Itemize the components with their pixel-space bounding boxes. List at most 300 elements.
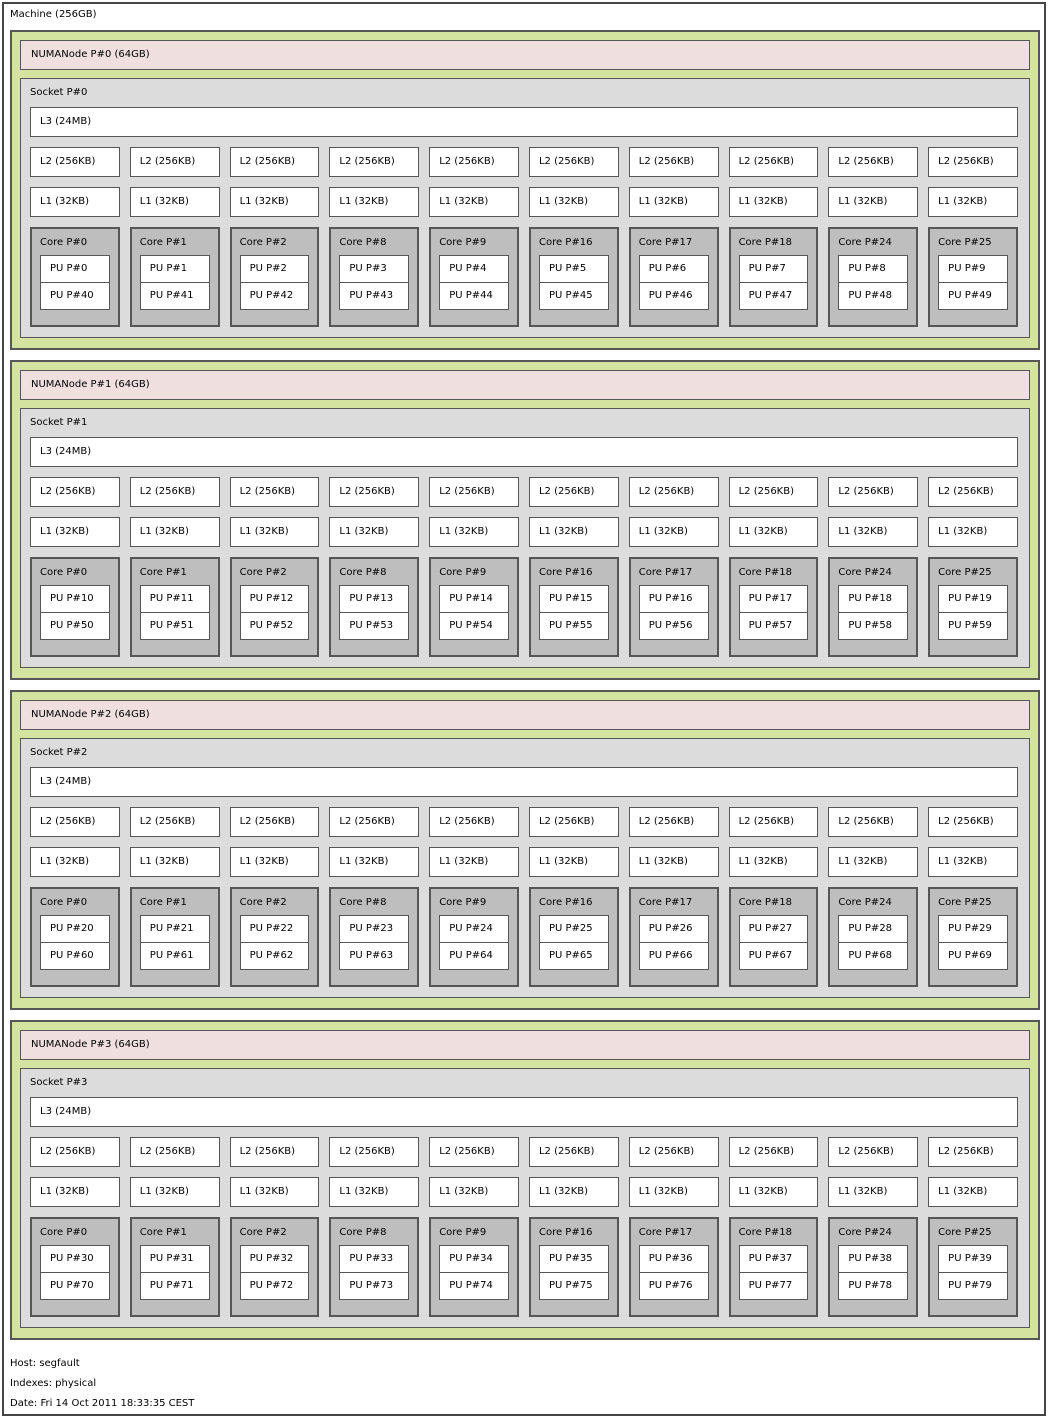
pu-box: PU P#69 [938, 942, 1008, 970]
pu-stack [40, 255, 110, 310]
core-label: Core P#25 [938, 237, 992, 248]
pu-box: PU P#28 [838, 915, 908, 943]
core-box [429, 227, 519, 327]
l2-cache-box: L2 (256KB) [30, 807, 120, 837]
numanode-box [10, 1020, 1040, 1340]
core-box [529, 227, 619, 327]
core-box [828, 557, 918, 657]
pu-box: PU P#34 [439, 1245, 509, 1273]
l1-cache-box: L1 (32KB) [329, 1177, 419, 1207]
core-label: Core P#0 [40, 567, 88, 578]
core-label: Core P#16 [538, 567, 593, 578]
pu-box: PU P#76 [639, 1272, 709, 1300]
l1-cache-row [30, 1177, 1018, 1207]
pu-stack [140, 585, 210, 640]
core-box [30, 887, 120, 987]
pu-stack [140, 1245, 210, 1300]
pu-box: PU P#24 [439, 915, 509, 943]
pu-stack [539, 255, 609, 310]
l2-cache-box: L2 (256KB) [230, 1137, 320, 1167]
pu-box: PU P#78 [838, 1272, 908, 1300]
core-box [329, 557, 419, 657]
l1-cache-box: L1 (32KB) [230, 847, 320, 877]
l1-cache-box: L1 (32KB) [729, 1177, 819, 1207]
l1-cache-box: L1 (32KB) [729, 187, 819, 217]
pu-box: PU P#58 [838, 612, 908, 640]
core-label: Core P#17 [638, 897, 693, 908]
l1-cache-box: L1 (32KB) [828, 847, 918, 877]
pu-stack [639, 255, 709, 310]
pu-box: PU P#72 [240, 1272, 310, 1300]
pu-box: PU P#14 [439, 585, 509, 613]
core-box [928, 887, 1018, 987]
pu-box: PU P#38 [838, 1245, 908, 1273]
socket-label: Socket P#3 [30, 1077, 88, 1088]
core-row [30, 557, 1018, 657]
pu-stack [539, 915, 609, 970]
core-label: Core P#9 [439, 567, 487, 578]
pu-box: PU P#16 [639, 585, 709, 613]
pu-box: PU P#11 [140, 585, 210, 613]
l2-cache-box: L2 (256KB) [429, 147, 519, 177]
pu-stack [739, 1245, 809, 1300]
core-box [30, 557, 120, 657]
l3-cache-box: L3 (24MB) [30, 1097, 1018, 1127]
core-label: Core P#0 [40, 237, 88, 248]
pu-box: PU P#32 [240, 1245, 310, 1273]
pu-box: PU P#2 [240, 255, 310, 283]
pu-box: PU P#67 [739, 942, 809, 970]
l2-cache-box: L2 (256KB) [529, 477, 619, 507]
core-label: Core P#16 [538, 1227, 593, 1238]
core-box [629, 227, 719, 327]
pu-box: PU P#60 [40, 942, 110, 970]
core-box [729, 1217, 819, 1317]
l2-cache-box: L2 (256KB) [329, 1137, 419, 1167]
l3-cache-box: L3 (24MB) [30, 767, 1018, 797]
l1-cache-box: L1 (32KB) [130, 847, 220, 877]
l2-cache-box: L2 (256KB) [629, 147, 719, 177]
core-box [230, 1217, 320, 1317]
pu-box: PU P#25 [539, 915, 609, 943]
pu-box: PU P#21 [140, 915, 210, 943]
pu-box: PU P#62 [240, 942, 310, 970]
l1-cache-box: L1 (32KB) [230, 187, 320, 217]
l2-cache-box: L2 (256KB) [130, 477, 220, 507]
l1-cache-box: L1 (32KB) [30, 517, 120, 547]
pu-box: PU P#66 [639, 942, 709, 970]
l2-cache-box: L2 (256KB) [230, 477, 320, 507]
l1-cache-row [30, 517, 1018, 547]
core-box [329, 227, 419, 327]
pu-box: PU P#52 [240, 612, 310, 640]
core-label: Core P#0 [40, 1227, 88, 1238]
socket-box [20, 408, 1030, 668]
pu-box: PU P#54 [439, 612, 509, 640]
pu-box: PU P#19 [938, 585, 1008, 613]
l2-cache-box: L2 (256KB) [130, 147, 220, 177]
footer-host: Host: segfault [10, 1358, 80, 1369]
core-label: Core P#18 [738, 567, 793, 578]
pu-box: PU P#45 [539, 282, 609, 310]
l2-cache-box: L2 (256KB) [828, 807, 918, 837]
core-label: Core P#1 [139, 237, 187, 248]
pu-stack [240, 585, 310, 640]
core-box [230, 557, 320, 657]
core-label: Core P#8 [339, 567, 387, 578]
pu-stack [938, 915, 1008, 970]
pu-box: PU P#23 [339, 915, 409, 943]
core-label: Core P#25 [938, 567, 992, 578]
numanode-box [10, 360, 1040, 680]
l1-cache-box: L1 (32KB) [928, 517, 1018, 547]
socket-box [20, 78, 1030, 338]
core-box [130, 557, 220, 657]
core-label: Core P#2 [239, 1227, 287, 1238]
pu-stack [938, 585, 1008, 640]
core-box [130, 227, 220, 327]
pu-box: PU P#6 [639, 255, 709, 283]
pu-box: PU P#18 [838, 585, 908, 613]
l2-cache-box: L2 (256KB) [529, 147, 619, 177]
l2-cache-box: L2 (256KB) [130, 807, 220, 837]
l1-cache-box: L1 (32KB) [928, 847, 1018, 877]
core-label: Core P#24 [838, 1227, 892, 1238]
pu-stack [838, 585, 908, 640]
core-label: Core P#18 [738, 237, 793, 248]
pu-stack [838, 915, 908, 970]
machine-box [2, 2, 1046, 1416]
pu-box: PU P#22 [240, 915, 310, 943]
l1-cache-box: L1 (32KB) [529, 517, 619, 547]
pu-box: PU P#35 [539, 1245, 609, 1273]
core-label: Core P#9 [439, 1227, 487, 1238]
pu-stack [240, 915, 310, 970]
l1-cache-box: L1 (32KB) [230, 517, 320, 547]
pu-stack [339, 585, 409, 640]
pu-box: PU P#53 [339, 612, 409, 640]
pu-stack [40, 915, 110, 970]
pu-stack [639, 585, 709, 640]
pu-box: PU P#5 [539, 255, 609, 283]
core-box [928, 227, 1018, 327]
core-label: Core P#25 [938, 897, 992, 908]
pu-box: PU P#74 [439, 1272, 509, 1300]
pu-box: PU P#37 [739, 1245, 809, 1273]
pu-box: PU P#40 [40, 282, 110, 310]
core-box [329, 1217, 419, 1317]
core-box [828, 1217, 918, 1317]
l1-cache-box: L1 (32KB) [130, 517, 220, 547]
footer-indexes: Indexes: physical [10, 1378, 97, 1389]
l1-cache-box: L1 (32KB) [230, 1177, 320, 1207]
core-label: Core P#17 [638, 237, 693, 248]
l2-cache-box: L2 (256KB) [629, 807, 719, 837]
l1-cache-box: L1 (32KB) [130, 1177, 220, 1207]
pu-box: PU P#47 [739, 282, 809, 310]
core-box [230, 227, 320, 327]
core-box [928, 1217, 1018, 1317]
core-label: Core P#1 [139, 897, 187, 908]
core-label: Core P#24 [838, 237, 892, 248]
pu-stack [838, 255, 908, 310]
core-label: Core P#17 [638, 1227, 693, 1238]
numanode-box [10, 690, 1040, 1010]
pu-stack [739, 255, 809, 310]
l1-cache-box: L1 (32KB) [529, 1177, 619, 1207]
pu-stack [439, 255, 509, 310]
pu-stack [938, 255, 1008, 310]
pu-box: PU P#43 [339, 282, 409, 310]
numanode-memory-box [20, 700, 1030, 730]
core-box [629, 1217, 719, 1317]
pu-stack [439, 1245, 509, 1300]
l2-cache-row [30, 477, 1018, 507]
pu-box: PU P#30 [40, 1245, 110, 1273]
core-box [130, 1217, 220, 1317]
l2-cache-row [30, 807, 1018, 837]
socket-box [20, 1068, 1030, 1328]
core-box [429, 557, 519, 657]
pu-stack [339, 1245, 409, 1300]
pu-stack [639, 1245, 709, 1300]
pu-box: PU P#20 [40, 915, 110, 943]
l1-cache-box: L1 (32KB) [30, 1177, 120, 1207]
pu-box: PU P#63 [339, 942, 409, 970]
core-label: Core P#1 [139, 567, 187, 578]
l1-cache-box: L1 (32KB) [729, 847, 819, 877]
l2-cache-box: L2 (256KB) [729, 477, 819, 507]
pu-stack [439, 915, 509, 970]
core-label: Core P#16 [538, 897, 593, 908]
l2-cache-row [30, 147, 1018, 177]
l2-cache-box: L2 (256KB) [828, 477, 918, 507]
core-label: Core P#9 [439, 897, 487, 908]
core-label: Core P#17 [638, 567, 693, 578]
core-box [230, 887, 320, 987]
pu-stack [339, 255, 409, 310]
pu-box: PU P#10 [40, 585, 110, 613]
pu-box: PU P#48 [838, 282, 908, 310]
numanode-memory-box [20, 1030, 1030, 1060]
core-label: Core P#18 [738, 897, 793, 908]
pu-box: PU P#26 [639, 915, 709, 943]
pu-stack [739, 915, 809, 970]
core-label: Core P#24 [838, 567, 892, 578]
pu-stack [339, 915, 409, 970]
pu-box: PU P#55 [539, 612, 609, 640]
footer-date: Date: Fri 14 Oct 2011 18:33:35 CEST [10, 1398, 195, 1409]
l2-cache-box: L2 (256KB) [429, 807, 519, 837]
pu-box: PU P#57 [739, 612, 809, 640]
core-box [30, 1217, 120, 1317]
l3-cache-box: L3 (24MB) [30, 107, 1018, 137]
pu-box: PU P#8 [838, 255, 908, 283]
pu-stack [439, 585, 509, 640]
pu-box: PU P#36 [639, 1245, 709, 1273]
core-label: Core P#0 [40, 897, 88, 908]
pu-stack [938, 1245, 1008, 1300]
l1-cache-box: L1 (32KB) [329, 517, 419, 547]
l1-cache-box: L1 (32KB) [928, 187, 1018, 217]
l1-cache-box: L1 (32KB) [429, 187, 519, 217]
pu-box: PU P#0 [40, 255, 110, 283]
socket-label: Socket P#1 [30, 417, 88, 428]
core-label: Core P#25 [938, 1227, 992, 1238]
pu-box: PU P#50 [40, 612, 110, 640]
l1-cache-box: L1 (32KB) [30, 187, 120, 217]
l1-cache-box: L1 (32KB) [828, 1177, 918, 1207]
pu-box: PU P#27 [739, 915, 809, 943]
pu-box: PU P#68 [838, 942, 908, 970]
numanode-box [10, 30, 1040, 350]
l2-cache-box: L2 (256KB) [529, 807, 619, 837]
l2-cache-row [30, 1137, 1018, 1167]
pu-box: PU P#12 [240, 585, 310, 613]
core-box [329, 887, 419, 987]
pu-box: PU P#75 [539, 1272, 609, 1300]
core-label: Core P#9 [439, 237, 487, 248]
core-label: Core P#2 [239, 897, 287, 908]
pu-box: PU P#46 [639, 282, 709, 310]
numanode-label: NUMANode P#1 (64GB) [31, 379, 150, 390]
core-label: Core P#2 [239, 567, 287, 578]
l2-cache-box: L2 (256KB) [329, 807, 419, 837]
socket-label: Socket P#0 [30, 87, 88, 98]
core-box [828, 227, 918, 327]
numanode-memory-box [20, 40, 1030, 70]
pu-box: PU P#41 [140, 282, 210, 310]
l1-cache-box: L1 (32KB) [429, 1177, 519, 1207]
pu-box: PU P#7 [739, 255, 809, 283]
pu-stack [140, 255, 210, 310]
l2-cache-box: L2 (256KB) [828, 1137, 918, 1167]
pu-box: PU P#3 [339, 255, 409, 283]
pu-stack [739, 585, 809, 640]
numanode-label: NUMANode P#2 (64GB) [31, 709, 150, 720]
core-box [529, 887, 619, 987]
l2-cache-box: L2 (256KB) [529, 1137, 619, 1167]
l1-cache-box: L1 (32KB) [529, 187, 619, 217]
pu-box: PU P#9 [938, 255, 1008, 283]
pu-box: PU P#65 [539, 942, 609, 970]
l2-cache-box: L2 (256KB) [928, 477, 1018, 507]
numanode-label: NUMANode P#0 (64GB) [31, 49, 150, 60]
l2-cache-box: L2 (256KB) [828, 147, 918, 177]
core-box [130, 887, 220, 987]
l2-cache-box: L2 (256KB) [729, 1137, 819, 1167]
l2-cache-box: L2 (256KB) [729, 147, 819, 177]
l2-cache-box: L2 (256KB) [629, 1137, 719, 1167]
pu-box: PU P#77 [739, 1272, 809, 1300]
l2-cache-box: L2 (256KB) [928, 807, 1018, 837]
socket-label: Socket P#2 [30, 747, 88, 758]
l3-cache-box: L3 (24MB) [30, 437, 1018, 467]
l1-cache-box: L1 (32KB) [629, 517, 719, 547]
pu-box: PU P#44 [439, 282, 509, 310]
l1-cache-box: L1 (32KB) [130, 187, 220, 217]
pu-stack [140, 915, 210, 970]
pu-stack [40, 585, 110, 640]
core-box [729, 887, 819, 987]
core-box [429, 887, 519, 987]
core-box [729, 557, 819, 657]
l2-cache-box: L2 (256KB) [429, 1137, 519, 1167]
pu-box: PU P#39 [938, 1245, 1008, 1273]
pu-stack [240, 1245, 310, 1300]
l1-cache-box: L1 (32KB) [529, 847, 619, 877]
l2-cache-box: L2 (256KB) [130, 1137, 220, 1167]
core-row [30, 227, 1018, 327]
pu-box: PU P#49 [938, 282, 1008, 310]
core-label: Core P#2 [239, 237, 287, 248]
l2-cache-box: L2 (256KB) [329, 477, 419, 507]
machine-label: Machine (256GB) [10, 9, 97, 20]
l2-cache-box: L2 (256KB) [928, 147, 1018, 177]
pu-box: PU P#79 [938, 1272, 1008, 1300]
l2-cache-box: L2 (256KB) [928, 1137, 1018, 1167]
pu-box: PU P#56 [639, 612, 709, 640]
l2-cache-box: L2 (256KB) [629, 477, 719, 507]
pu-box: PU P#31 [140, 1245, 210, 1273]
l1-cache-box: L1 (32KB) [629, 847, 719, 877]
pu-stack [539, 585, 609, 640]
core-box [529, 557, 619, 657]
l1-cache-box: L1 (32KB) [329, 847, 419, 877]
pu-box: PU P#13 [339, 585, 409, 613]
core-row [30, 887, 1018, 987]
pu-stack [539, 1245, 609, 1300]
pu-box: PU P#1 [140, 255, 210, 283]
l2-cache-box: L2 (256KB) [429, 477, 519, 507]
pu-stack [838, 1245, 908, 1300]
pu-box: PU P#42 [240, 282, 310, 310]
l1-cache-box: L1 (32KB) [828, 517, 918, 547]
core-box [529, 1217, 619, 1317]
pu-box: PU P#15 [539, 585, 609, 613]
core-row [30, 1217, 1018, 1317]
l1-cache-box: L1 (32KB) [329, 187, 419, 217]
socket-box [20, 738, 1030, 998]
core-box [928, 557, 1018, 657]
core-box [629, 557, 719, 657]
pu-box: PU P#71 [140, 1272, 210, 1300]
core-label: Core P#8 [339, 897, 387, 908]
core-label: Core P#8 [339, 237, 387, 248]
core-label: Core P#16 [538, 237, 593, 248]
l1-cache-box: L1 (32KB) [828, 187, 918, 217]
pu-box: PU P#4 [439, 255, 509, 283]
pu-box: PU P#61 [140, 942, 210, 970]
core-label: Core P#24 [838, 897, 892, 908]
l2-cache-box: L2 (256KB) [230, 807, 320, 837]
pu-box: PU P#64 [439, 942, 509, 970]
l1-cache-row [30, 847, 1018, 877]
pu-box: PU P#29 [938, 915, 1008, 943]
core-label: Core P#1 [139, 1227, 187, 1238]
l1-cache-box: L1 (32KB) [30, 847, 120, 877]
numanode-label: NUMANode P#3 (64GB) [31, 1039, 150, 1050]
pu-box: PU P#33 [339, 1245, 409, 1273]
pu-stack [40, 1245, 110, 1300]
l2-cache-box: L2 (256KB) [230, 147, 320, 177]
pu-box: PU P#17 [739, 585, 809, 613]
pu-box: PU P#59 [938, 612, 1008, 640]
pu-box: PU P#51 [140, 612, 210, 640]
l1-cache-box: L1 (32KB) [928, 1177, 1018, 1207]
core-label: Core P#8 [339, 1227, 387, 1238]
core-box [828, 887, 918, 987]
